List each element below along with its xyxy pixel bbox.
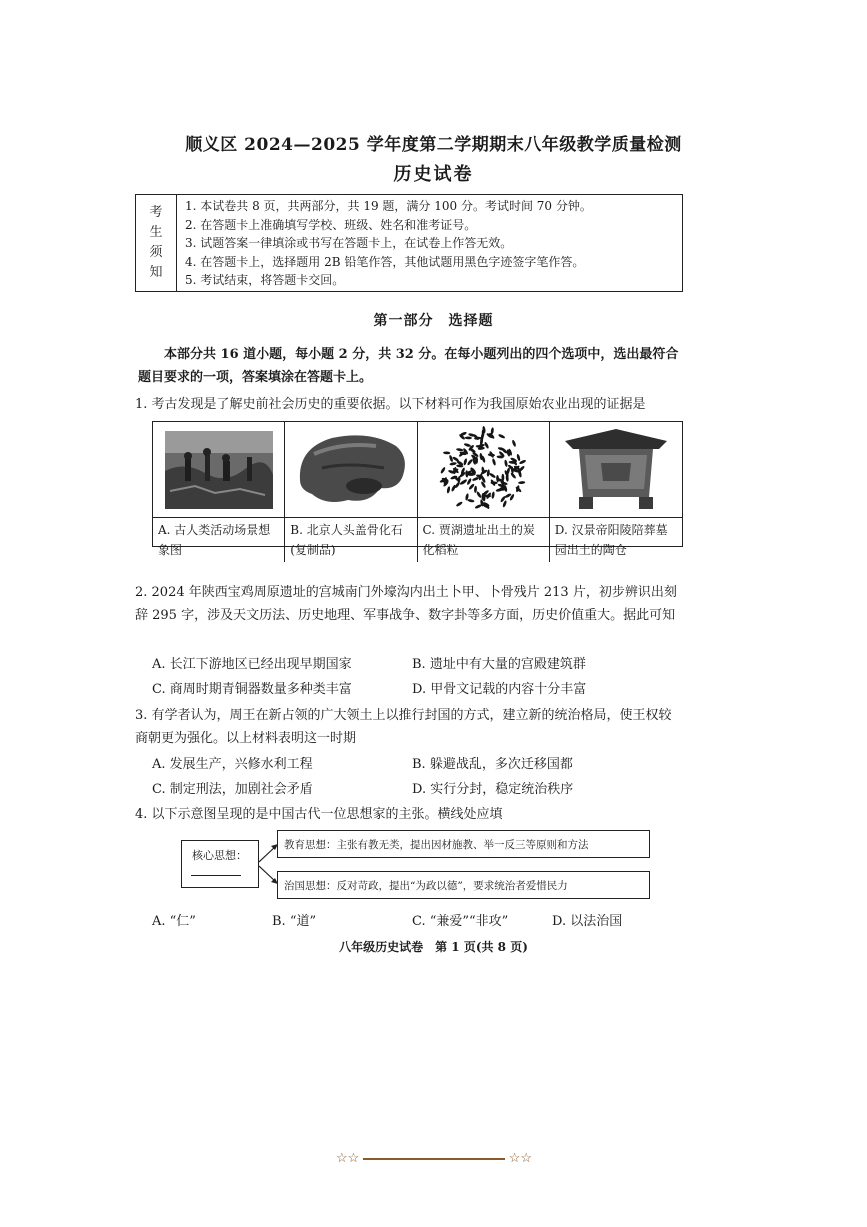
question-4-stem: 4. 以下示意图呈现的是中国古代一位思想家的主张。横线处应填 [135, 807, 503, 822]
page-footer: 八年级历史试卷 第 1 页(共 8 页) [339, 940, 528, 954]
star-icon: ☆☆ [336, 1151, 360, 1166]
option-a-cell [153, 422, 285, 562]
notice-label [136, 195, 177, 291]
core-thought-box [181, 840, 259, 888]
option-d-cell [550, 422, 682, 562]
notice-item: 3. 试题答案一律填涂或书写在答题卡上，在试卷上作答无效。 [185, 236, 513, 250]
question-1-stem: 1. 考古发现是了解史前社会历史的重要依据。以下材料可作为我国原始农业出现的证据是 [135, 397, 646, 412]
star-icon: ☆☆ [508, 1151, 532, 1166]
q2-option-d: D. 甲骨文记载的内容十分丰富 [412, 682, 587, 697]
notice-item: 4. 在答题卡上，选择题用 2B 铅笔作答，其他试题用黑色字迹签字笔作答。 [185, 254, 585, 269]
question-2-stem: 2. 2024 年陕西宝鸡周原遗址的宫城南门外壕沟内出土卜甲、卜骨残片 213 片，初步辨识出刻辞 295 字，涉及天文历法、历史地理、军事战争、数字卦等多方面，历史价值重大。据此可知 [135, 585, 677, 623]
q4-option-a: A. “仁” [152, 914, 196, 929]
governance-thought-box: 治国思想：反对苛政，提出“为政以德”，要求统治者爱惜民力 [277, 871, 650, 899]
q3-option-a: A. 发展生产，兴修水利工程 [152, 757, 313, 772]
notice-item: 2. 在答题卡上准确填写学校、班级、姓名和准考证号。 [185, 217, 477, 232]
decoration-line [363, 1158, 504, 1160]
notice-label-char: 考 [149, 205, 163, 220]
notice-item: 1. 本试卷共 8 页，共两部分，共 19 题，满分 100 分。考试时间 70 分钟。 [185, 199, 592, 213]
section-title: 第一部分 选择题 [373, 313, 494, 329]
option-b-caption: B. 北京人头盖骨化石(复制品) [290, 523, 403, 557]
notice-label-char: 生 [149, 225, 163, 240]
section-intro: 本部分共 16 道小题，每小题 2 分，共 32 分。在每小题列出的四个选项中，选出最符合题目要求的一项，答案填涂在答题卡上。 [138, 347, 679, 385]
q3-option-b: B. 躲避战乱，多次迁移国都 [412, 757, 573, 772]
q4-option-d: D. 以法治国 [552, 914, 623, 929]
question-3-stem: 3. 有学者认为，周王在新占领的广大领土上以推行封国的方式，建立新的统治格局，使王权较商朝更为强化。以上材料表明这一时期 [135, 708, 672, 746]
notice-items [177, 195, 682, 291]
core-thought-label: 核心思想： [192, 849, 247, 862]
notice-box [135, 194, 683, 292]
option-d-caption: D. 汉景帝阳陵陪葬墓园出土的陶仓 [554, 523, 668, 557]
q4-option-c: C. “兼爱”“非攻” [412, 914, 509, 929]
notice-item: 5. 考试结束，将答题卡交回。 [185, 273, 345, 287]
scene-illustration-icon [153, 422, 284, 518]
bottom-decoration [336, 1152, 532, 1166]
exam-subtitle: 历史试卷 [393, 164, 474, 185]
q3-option-c: C. 制定刑法，加剧社会矛盾 [152, 782, 313, 797]
q2-option-b: B. 遗址中有大量的宫殿建筑群 [412, 657, 586, 672]
pottery-granary-icon [550, 422, 682, 518]
rice-grains-icon [418, 422, 549, 518]
option-b-cell [285, 422, 417, 562]
skull-fossil-icon [285, 422, 416, 518]
option-c-caption: C. 贾湖遗址出土的炭化稻粒 [422, 523, 535, 557]
q2-option-a: A. 长江下游地区已经出现早期国家 [152, 657, 352, 672]
question-1-image-table [152, 421, 683, 557]
education-thought-box: 教育思想：主张有教无类，提出因材施教、举一反三等原则和方法 [277, 830, 650, 858]
q4-option-b: B. “道” [272, 914, 317, 929]
notice-label-char: 知 [149, 265, 163, 280]
q3-option-d: D. 实行分封，稳定统治秩序 [412, 782, 574, 797]
q2-option-c: C. 商周时期青铜器数量多种类丰富 [152, 682, 352, 697]
notice-label-char: 须 [149, 245, 163, 260]
option-a-caption: A. 古人类活动场景想象图 [158, 523, 271, 557]
exam-title: 顺义区 2024—2025 学年度第二学期期末八年级教学质量检测 [185, 135, 682, 155]
answer-blank-line [191, 875, 241, 876]
option-c-cell [418, 422, 550, 562]
